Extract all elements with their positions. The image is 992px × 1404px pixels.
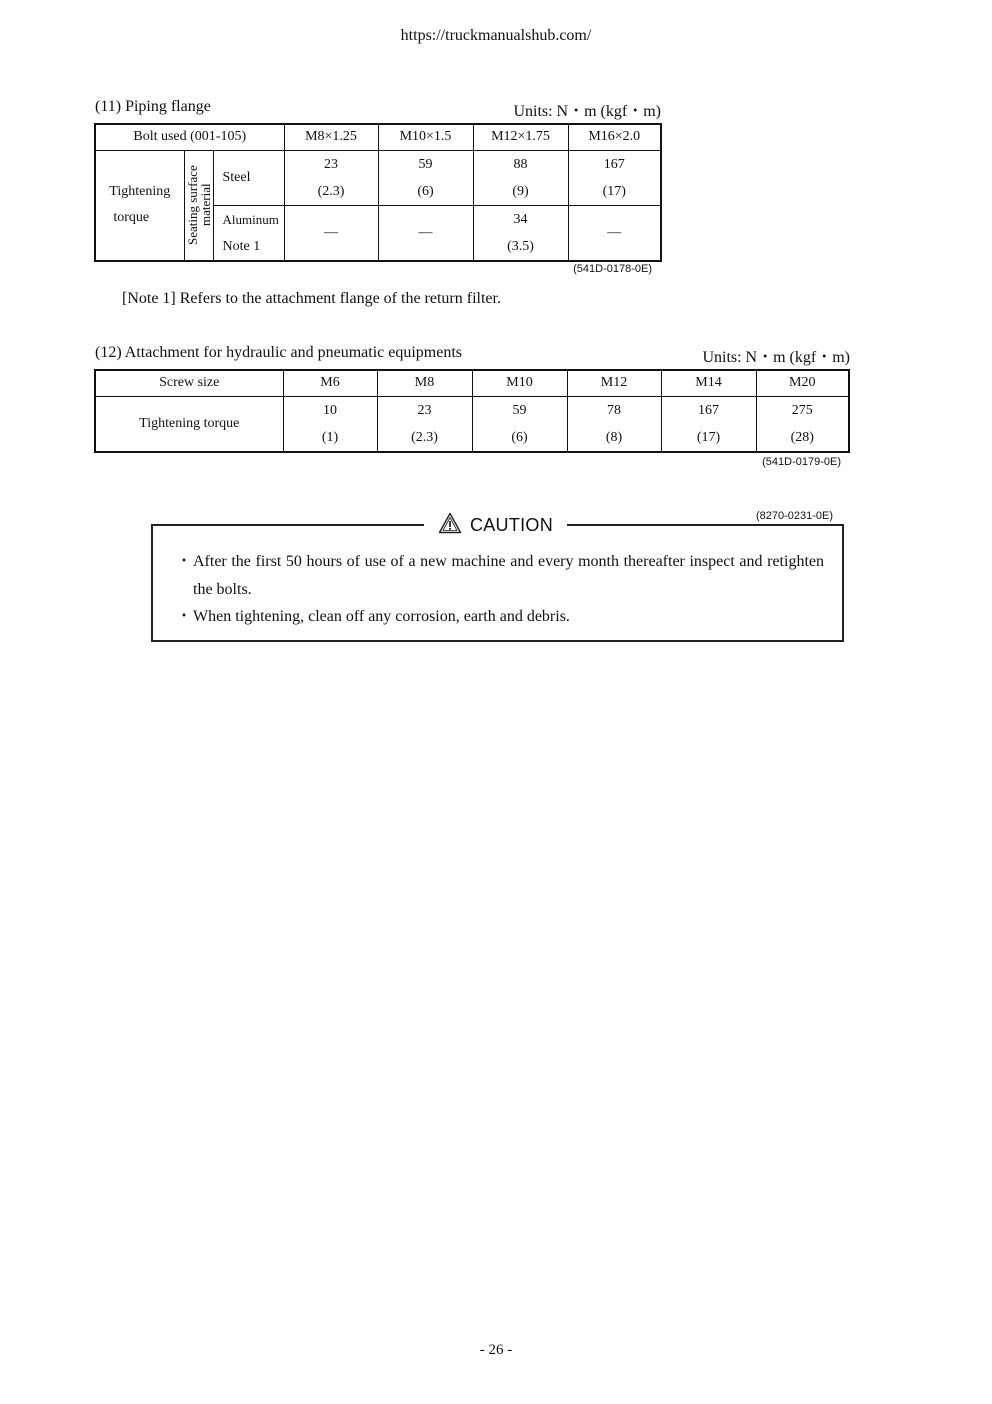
note-1: [Note 1] Refers to the attachment flange of the return filter. <box>122 290 501 307</box>
size-header: M14 <box>661 370 756 396</box>
piping-flange-table <box>94 123 662 262</box>
torque-value-cell: 59 (6) <box>472 396 567 452</box>
list-item <box>176 603 824 631</box>
caution-heading <box>424 510 567 540</box>
row-label-line: Tightening <box>109 184 171 199</box>
steel-value-cell: 167 (17) <box>568 150 661 205</box>
size-header: M16×2.0 <box>568 124 661 150</box>
section-11-title: (11) Piping flange <box>95 98 211 115</box>
size-header: M12 <box>567 370 661 396</box>
steel-value-cell: 88 (9) <box>473 150 568 205</box>
bullet-mark: ・ <box>176 553 193 570</box>
steel-value-cell: 59 (6) <box>378 150 473 205</box>
steel-value-cell: 23 (2.3) <box>284 150 378 205</box>
caution-item-text: When tightening, clean off any corrosion, earth and debris. <box>193 608 570 625</box>
torque-value-cell: 78 (8) <box>567 396 661 452</box>
seating-surface-label <box>184 150 213 261</box>
aluminum-value-cell: — <box>284 205 378 261</box>
torque-value-cell: 10 (1) <box>283 396 377 452</box>
section-12-units: Units: N・m (kgf・m) <box>702 349 850 366</box>
caution-ref: (8270-0231-0E) <box>755 510 833 522</box>
torque-value-cell: 275 (28) <box>756 396 849 452</box>
bolt-used-header: Bolt used (001-105) <box>95 124 284 150</box>
aluminum-note: Note 1 <box>222 238 261 254</box>
page-number: - 26 - <box>479 1342 513 1358</box>
aluminum-value-cell: — <box>378 205 473 261</box>
section-12-title: (12) Attachment for hydraulic and pneumatic equipments <box>95 344 462 361</box>
hydraulic-attachment-table <box>94 369 850 453</box>
tightening-torque-label <box>95 150 184 261</box>
aluminum-label: Aluminum <box>222 211 279 227</box>
size-header: M8×1.25 <box>284 124 378 150</box>
screw-size-header: Screw size <box>95 370 283 396</box>
size-header: M12×1.75 <box>473 124 568 150</box>
list-item <box>176 548 824 603</box>
bullet-mark: ・ <box>176 608 193 625</box>
caution-list <box>176 548 824 631</box>
aluminum-label-cell <box>213 205 284 261</box>
size-header: M6 <box>283 370 377 396</box>
warning-triangle-icon <box>438 512 462 539</box>
size-header: M8 <box>377 370 472 396</box>
aluminum-value-cell: 34 (3.5) <box>473 205 568 261</box>
caution-item-text: After the first 50 hours of use of a new machine and every month thereafter inspect and retighten the bolts. <box>193 553 824 598</box>
size-header: M10 <box>472 370 567 396</box>
caution-title: CAUTION <box>469 514 554 535</box>
torque-value-cell: 23 (2.3) <box>377 396 472 452</box>
size-header: M10×1.5 <box>378 124 473 150</box>
section-12-ref: (541D-0179-0E) <box>762 456 841 468</box>
seating-surface-text: Seating surface material <box>184 165 213 245</box>
header-url: https://truckmanualshub.com/ <box>400 27 592 44</box>
aluminum-value-cell: — <box>568 205 661 261</box>
size-header: M20 <box>756 370 849 396</box>
row-label-line: torque <box>113 210 150 225</box>
steel-label: Steel <box>213 150 284 205</box>
section-11-units: Units: N・m (kgf・m) <box>513 103 661 120</box>
tightening-torque-label: Tightening torque <box>95 396 283 452</box>
torque-value-cell: 167 (17) <box>661 396 756 452</box>
section-11-ref: (541D-0178-0E) <box>573 263 652 275</box>
